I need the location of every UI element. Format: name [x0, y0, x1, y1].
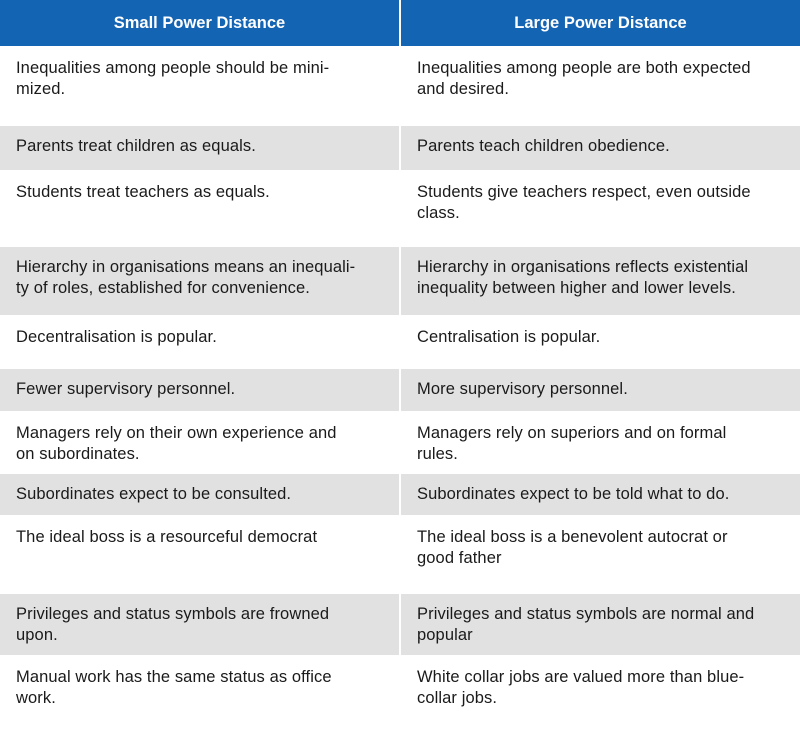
- cell-small-power: Privileges and status symbols are frowned upon.: [0, 594, 399, 655]
- cell-large-power: Subordinates expect to be told what to do.: [401, 474, 800, 515]
- cell-small-power: Manual work has the same status as office work.: [16, 668, 332, 707]
- header-large-power-distance: Large Power Distance: [401, 0, 800, 46]
- cell-small-power: Inequalities among people should be mini- mized.: [16, 59, 330, 98]
- cell-small-power: Hierarchy in organisations means an inequali- ty of roles, established for convenience.: [0, 247, 399, 315]
- cell-large-power: Students give teachers respect, even outside class.: [417, 183, 751, 222]
- cell-small-power: Managers rely on their own experience and on subordinates.: [16, 424, 337, 463]
- cell-large-power: Managers rely on superiors and on formal rules.: [417, 424, 727, 463]
- cell-large-power: Inequalities among people are both expected and desired.: [417, 59, 751, 98]
- cell-large-power: Parents teach children obedience.: [401, 126, 800, 170]
- cell-small-power: Decentralisation is popular.: [16, 328, 217, 346]
- cell-large-power: The ideal boss is a benevolent autocrat or good father: [417, 528, 728, 567]
- cell-large-power: Hierarchy in organisations reflects existential inequality between higher and lower levels.: [401, 247, 800, 315]
- cell-small-power: Fewer supervisory personnel.: [0, 369, 399, 411]
- cell-large-power: Privileges and status symbols are normal and popular: [401, 594, 800, 655]
- cell-small-power: Parents treat children as equals.: [0, 126, 399, 170]
- cell-large-power: White collar jobs are valued more than blue- collar jobs.: [417, 668, 745, 707]
- cell-large-power: Centralisation is popular.: [417, 328, 601, 346]
- cell-small-power: The ideal boss is a resourceful democrat: [16, 528, 318, 546]
- header-small-power-distance: Small Power Distance: [0, 0, 399, 46]
- cell-small-power: Students treat teachers as equals.: [16, 183, 270, 201]
- cell-small-power: Subordinates expect to be consulted.: [0, 474, 399, 515]
- cell-large-power: More supervisory personnel.: [401, 369, 800, 411]
